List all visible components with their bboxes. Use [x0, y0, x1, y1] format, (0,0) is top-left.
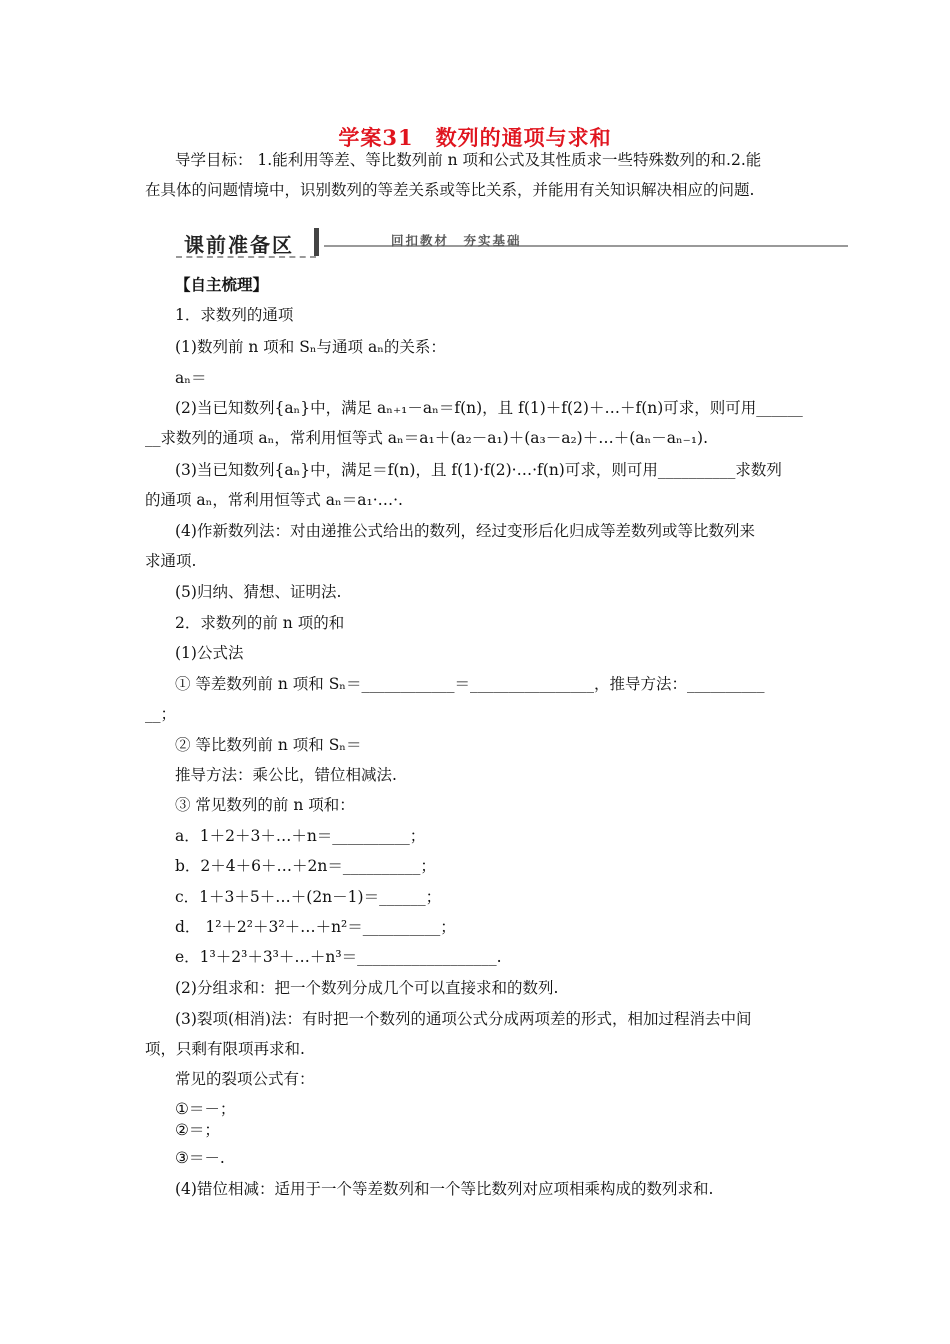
sum-c: c．1＋3＋5＋…＋(2n－1)＝______； — [175, 888, 442, 906]
formula-3: ③＝－. — [175, 1149, 225, 1167]
item-1-2-line-2: __求数列的通项 aₙ，常利用恒等式 aₙ＝a₁＋(a₂－a₁)＋(a₃－a₂)＋…＋(aₙ－aₙ₋₁). — [145, 429, 709, 447]
section-banner — [176, 226, 848, 260]
item-2-1: (1)公式法 — [175, 644, 244, 662]
item-2-1-b-method: 推导方法：乘公比，错位相减法. — [175, 766, 397, 784]
item-1-1: (1)数列前 n 项和 Sₙ与通项 aₙ的关系： — [175, 338, 446, 356]
item-2-1-b: ② 等比数列前 n 项和 Sₙ＝ — [175, 736, 362, 754]
formula-1: ①＝－； — [175, 1100, 236, 1118]
item-2-1-a-line-1: ① 等差数列前 n 项和 Sₙ＝____________＝________________，推导方法：__________ — [175, 675, 765, 693]
banner-divider — [314, 228, 319, 256]
item-2-1-c: ③ 常见数列的前 n 项和： — [175, 796, 355, 814]
sum-e: e．1³＋2³＋3³＋…＋n³＝__________________. — [175, 948, 502, 966]
sum-b: b．2＋4＋6＋…＋2n＝__________； — [175, 857, 436, 875]
item-2-2: (2)分组求和：把一个数列分成几个可以直接求和的数列. — [175, 979, 559, 997]
page-title: 学案31 数列的通项与求和 — [338, 125, 612, 150]
item-2-4: (4)错位相减：适用于一个等差数列和一个等比数列对应项相乘构成的数列求和. — [175, 1180, 714, 1198]
sum-a: a．1＋2＋3＋…＋n＝__________； — [175, 827, 426, 845]
item-1: 1．求数列的通项 — [175, 306, 294, 324]
item-1-4-line-1: (4)作新数列法：对由递推公式给出的数列，经过变形后化归成等差数列或等比数列来 — [175, 522, 755, 540]
item-1-5: (5)归纳、猜想、证明法. — [175, 583, 342, 601]
item-1-2-line-1: (2)当已知数列{aₙ}中，满足 aₙ₊₁－aₙ＝f(n)，且 f(1)＋f(2)＋…＋f(n)可求，则可用______ — [175, 399, 803, 417]
item-2-3-line-2: 项，只剩有限项再求和. — [145, 1040, 305, 1058]
goal-line-1: 导学目标： 1.能利用等差、等比数列前 n 项和公式及其性质求一些特殊数列的和.2.能 — [175, 151, 762, 169]
item-2: 2．求数列的前 n 项的和 — [175, 614, 345, 632]
banner-label: 课前准备区 — [184, 233, 294, 257]
item-1-1-formula: aₙ＝ — [175, 369, 207, 387]
section-heading: 【自主梳理】 — [175, 275, 269, 294]
formula-2: ②＝； — [175, 1121, 220, 1139]
item-1-4-line-2: 求通项. — [145, 552, 197, 570]
item-2-3-line-1: (3)裂项(相消)法：有时把一个数列的通项公式分成两项差的形式，相加过程消去中间 — [175, 1010, 752, 1028]
sum-d: d． 1²＋2²＋3²＋…＋n²＝__________； — [175, 918, 456, 936]
goal-line-2: 在具体的问题情境中，识别数列的等差关系或等比关系，并能用有关知识解决相应的问题. — [145, 181, 755, 199]
item-2-1-a-line-2: __； — [145, 705, 177, 723]
item-1-3-line-2: 的通项 aₙ，常利用恒等式 aₙ＝a₁·…·. — [145, 491, 403, 509]
item-2-3-intro: 常见的裂项公式有： — [175, 1070, 315, 1088]
banner-subtitle: 回扣教材 夯实基础 — [391, 233, 522, 248]
item-1-3-line-1: (3)当已知数列{aₙ}中，满足＝f(n)，且 f(1)·f(2)·…·f(n)可求，则可用__________求数列 — [175, 461, 782, 479]
banner-box — [176, 228, 316, 258]
